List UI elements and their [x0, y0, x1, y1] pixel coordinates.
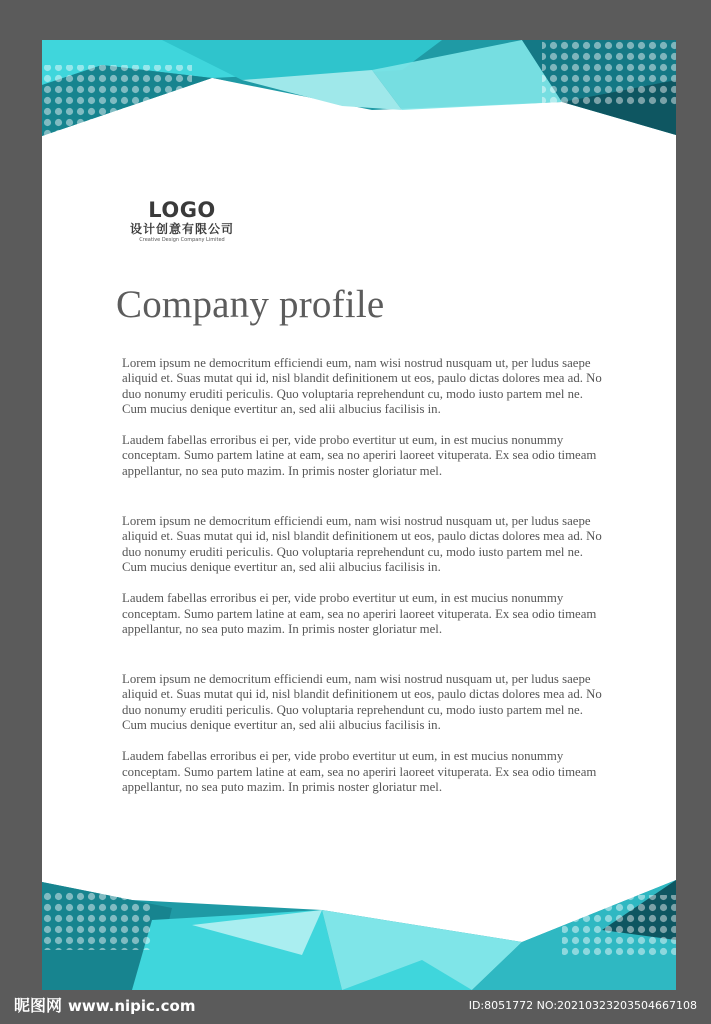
watermark-id: ID:8051772 NO:20210323203504667108: [468, 999, 697, 1012]
logo-english-name: Creative Design Company Limited: [139, 237, 225, 243]
company-logo: [120, 198, 244, 244]
bottom-geometric-banner: [42, 880, 676, 990]
paragraph: Lorem ipsum ne democritum efficiendi eum, nam wisi nostrud nusquam ut, per ludus saepe aliquid et. Suas mutat qui id, nisl blandit definitionem ut eos, paulo dictas dolores mea ad. No duo nonumy eruditi periculis. Quo voluptaria reprehendunt cu, modo iusto partem mel ne. Cum mucius denique evertitur an, sed alii albucius facilisis in.: [122, 514, 602, 574]
paragraph: Laudem fabellas erroribus ei per, vide probo evertitur ut eum, in est mucius nonummy conceptam. Sumo partem latine at eam, sea no aperiri laoreet vituperata. Ex sea odio timeam appellantur, no sea puto mazim. In primis noster gloriatur mel.: [122, 433, 597, 478]
paragraph: Laudem fabellas erroribus ei per, vide probo evertitur ut eum, in est mucius nonummy conceptam. Sumo partem latine at eam, sea no aperiri laoreet vituperata. Ex sea odio timeam appellantur, no sea puto mazim. In primis noster gloriatur mel.: [122, 749, 597, 794]
watermark-site-name: 昵图网: [14, 996, 63, 1015]
page-title: Company profile: [116, 283, 385, 326]
letterhead-page: [42, 40, 676, 990]
watermark-bar: [0, 990, 711, 1024]
body-text: [122, 356, 608, 795]
paragraph: Lorem ipsum ne democritum efficiendi eum, nam wisi nostrud nusquam ut, per ludus saepe aliquid et. Suas mutat qui id, nisl blandit definitionem ut eos, paulo dictas dolores mea ad. No duo nonumy eruditi periculis. Quo voluptaria reprehendunt cu, modo iusto partem mel ne. Cum mucius denique evertitur an, sed alii albucius facilisis in.: [122, 356, 602, 416]
logo-wordmark: LOGO: [148, 198, 216, 222]
watermark-site: [14, 994, 195, 1018]
paragraph: Lorem ipsum ne democritum efficiendi eum, nam wisi nostrud nusquam ut, per ludus saepe aliquid et. Suas mutat qui id, nisl blandit definitionem ut eos, paulo dictas dolores mea ad. No duo nonumy eruditi periculis. Quo voluptaria reprehendunt cu, modo iusto partem mel ne. Cum mucius denique evertitur an, sed alii albucius facilisis in.: [122, 672, 602, 733]
top-geometric-banner: [42, 40, 676, 180]
watermark-site-url: www.nipic.com: [68, 997, 196, 1015]
logo-chinese-name: 设计创意有限公司: [129, 222, 234, 236]
paragraph: Laudem fabellas erroribus ei per, vide probo evertitur ut eum, in est mucius nonummy conceptam. Sumo partem latine at eam, sea no aperiri laoreet vituperata. Ex sea odio timeam appellantur, no sea puto mazim. In primis noster gloriatur mel.: [122, 591, 597, 636]
